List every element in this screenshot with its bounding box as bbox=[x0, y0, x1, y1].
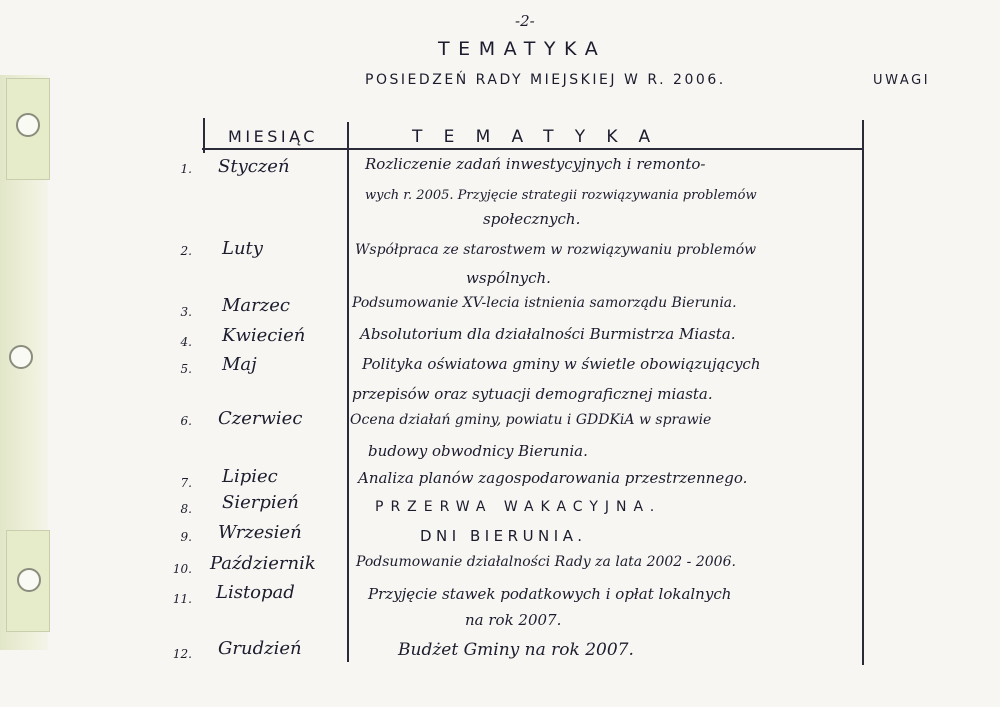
row-number: 7. bbox=[180, 476, 192, 490]
month-cell: Listopad bbox=[216, 582, 295, 603]
month-cell: Lipiec bbox=[222, 466, 278, 487]
topic-line: społecznych. bbox=[483, 210, 581, 228]
topic-line: Ocena działań gminy, powiatu i GDDKiA w sprawie bbox=[350, 412, 712, 428]
month-cell: Luty bbox=[222, 238, 263, 259]
column-header-month: MIESIĄC bbox=[228, 127, 318, 146]
column-divider bbox=[347, 122, 349, 662]
topic-line: budowy obwodnicy Bierunia. bbox=[368, 442, 588, 460]
month-cell: Sierpień bbox=[222, 492, 299, 513]
row-number: 5. bbox=[180, 362, 192, 376]
page-subtitle: POSIEDZEŃ RADY MIEJSKIEJ W R. 2006. bbox=[365, 72, 726, 88]
topic-line: przepisów oraz sytuacji demograficznej miasta. bbox=[352, 385, 713, 403]
row-number: 9. bbox=[180, 530, 192, 544]
topic-line: Podsumowanie XV-lecia istnienia samorządu Bierunia. bbox=[352, 295, 737, 311]
topic-line: na rok 2007. bbox=[465, 611, 562, 629]
row-number: 4. bbox=[180, 335, 192, 349]
month-cell: Maj bbox=[222, 354, 257, 375]
topic-line: Podsumowanie działalności Rady za lata 2002 - 2006. bbox=[356, 554, 736, 570]
month-cell: Wrzesień bbox=[218, 522, 302, 543]
month-cell: Październik bbox=[210, 553, 316, 574]
topic-line: wych r. 2005. Przyjęcie strategii rozwiązywania problemów bbox=[365, 188, 757, 203]
row-number: 11. bbox=[172, 592, 192, 606]
row-number: 12. bbox=[172, 647, 192, 661]
topic-line: Przyjęcie stawek podatkowych i opłat lokalnych bbox=[368, 585, 732, 603]
month-cell: Kwiecień bbox=[222, 325, 306, 346]
topic-line: Analiza planów zagospodarowania przestrzennego. bbox=[358, 469, 748, 487]
topic-line: Rozliczenie zadań inwestycyjnych i remonto- bbox=[365, 155, 706, 173]
row-number: 1. bbox=[180, 162, 192, 176]
table-left-border bbox=[203, 118, 205, 153]
column-header-topic: TEMATYKA bbox=[412, 127, 672, 147]
row-number: 10. bbox=[172, 562, 192, 576]
row-number: 2. bbox=[180, 244, 192, 258]
row-number: 3. bbox=[180, 305, 192, 319]
punch-hole bbox=[9, 345, 33, 369]
month-cell: Styczeń bbox=[218, 156, 290, 177]
month-cell: Marzec bbox=[222, 295, 290, 316]
remarks-header: UWAGI bbox=[873, 73, 931, 88]
page-number: -2- bbox=[515, 12, 535, 30]
topic-line: Budżet Gminy na rok 2007. bbox=[398, 640, 634, 660]
topic-line: Współpraca ze starostwem w rozwiązywaniu problemów bbox=[355, 242, 757, 258]
punch-hole bbox=[17, 568, 41, 592]
topic-line: PRZERWA WAKACYJNA. bbox=[375, 499, 662, 515]
month-cell: Grudzień bbox=[218, 638, 302, 659]
topic-line: wspólnych. bbox=[466, 269, 551, 287]
punch-hole bbox=[16, 113, 40, 137]
row-number: 8. bbox=[180, 502, 192, 516]
topic-line: Absolutorium dla działalności Burmistrza Miasta. bbox=[360, 325, 736, 343]
month-cell: Czerwiec bbox=[218, 408, 303, 429]
page-title: TEMATYKA bbox=[438, 38, 607, 60]
topic-line: Polityka oświatowa gminy w świetle obowiązujących bbox=[362, 355, 761, 373]
remarks-divider bbox=[862, 120, 864, 665]
row-number: 6. bbox=[180, 414, 192, 428]
topic-line: DNI BIERUNIA. bbox=[420, 527, 587, 545]
